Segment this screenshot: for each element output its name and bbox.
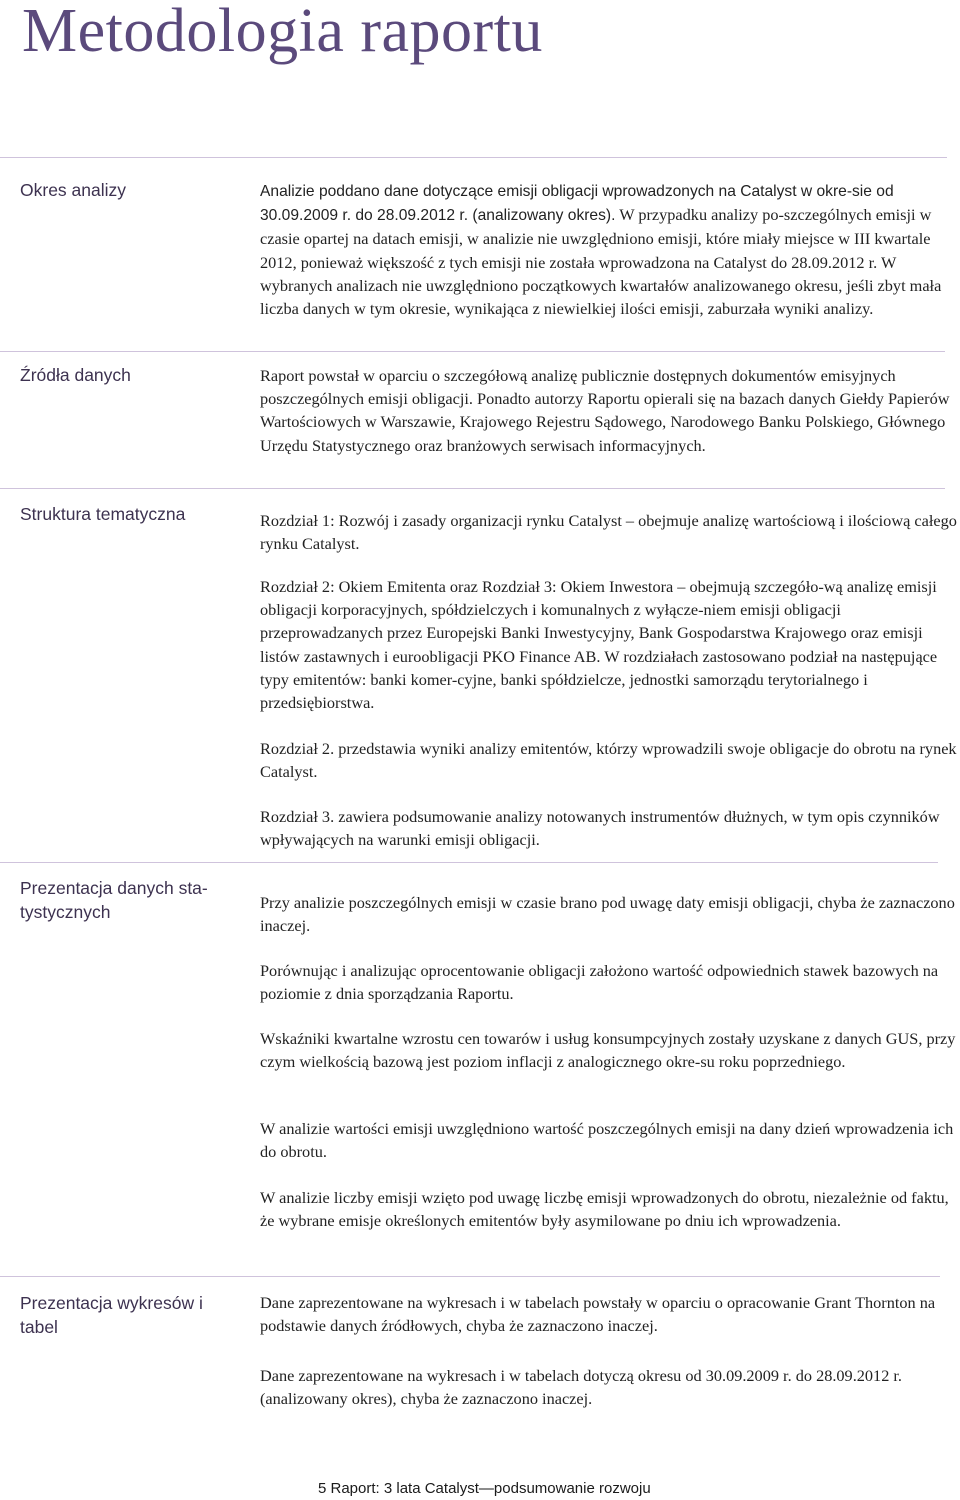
zrodla-paragraph: Raport powstał w oparciu o szczegółową analizę publicznie dostępnych dokumentów emisyjnych poszczególnych emisji obligacji. Ponadto autorzy Raportu opierali się na bazach danych Giełdy Papierów Wartościowych w Warszawie, Krajowego Rejestru Sądowego, Narodowego Banku Polskiego, Głównego Urzędu Statystycznego oraz branżowych serwisach informacyjnych. <box>260 366 950 455</box>
section-label-zrodla-danych: Źródła danych <box>20 365 131 385</box>
prezentacja-danych-paragraph-2: Porównując i analizując oprocentowanie obligacji założono wartość odpowiednich stawek bazowych na poziomie z dnia sporządzania Raportu. <box>260 961 939 1004</box>
divider <box>0 488 945 489</box>
prezentacja-danych-paragraph-5: W analizie liczby emisji wzięto pod uwagę liczbę emisji wprowadzonych do obrotu, niezależnie od faktu, że wybrane emisje określonych emitentów były asymilowane po dniu ich wprowadzenia. <box>260 1188 949 1231</box>
struktura-paragraph-4: Rozdział 3. zawiera podsumowanie analizy notowanych instrumentów dłużnych, w tym opis czynników wpływających na warunki emisji obligacji. <box>260 807 940 850</box>
section-label-prezentacja-wykresow: Prezentacja wykresów i tabel <box>20 1293 203 1337</box>
divider <box>0 157 947 158</box>
section-label-okres-analizy: Okres analizy <box>20 180 127 200</box>
prezentacja-wykresow-paragraph-1: Dane zaprezentowane na wykresach i w tabelach powstały w oparciu o opracowanie Grant Thornton na podstawie danych źródłowych, chyba że zaznaczono inaczej. <box>260 1293 936 1336</box>
divider <box>0 351 945 352</box>
struktura-paragraph-3: Rozdział 2. przedstawia wyniki analizy emitentów, którzy wprowadzili swoje obligacje do obrotu na rynek Catalyst. <box>260 739 957 782</box>
divider <box>0 1276 940 1277</box>
section-label-prezentacja-danych: Prezentacja danych sta-tystycznych <box>20 878 208 922</box>
divider <box>0 862 938 863</box>
prezentacja-wykresow-paragraph-2: Dane zaprezentowane na wykresach i w tabelach dotyczą okresu od 30.09.2009 r. do 28.09.2012 r. (analizowany okres), chyba że zaznaczono inaczej. <box>260 1366 902 1409</box>
okres-text-c: W wybranych analizach nie uwzględniono początkowych kwartałów analizowanego okresu, jeśli zbyt mała liczba danych w tym okresie, wynikająca z niewielkiej ilości emisji, zaburzała wyniki analizy. <box>260 252 942 319</box>
prezentacja-danych-paragraph-1: Przy analizie poszczególnych emisji w czasie brano pod uwagę daty emisji obligacji, chyba że zaznaczono inaczej. <box>260 893 955 936</box>
section-label-struktura-tematyczna: Struktura tematyczna <box>20 504 186 524</box>
okres-text-b: W przypadku analizy po-szczególnych emisji w czasie opartej na datach emisji, w analizie nie uwzględniono emisji, które miały miejsce w III kwartale 2012, ponieważ większość z tych emisji nie została wprowadzona na Catalyst do 28.09.2012 r. <box>260 205 932 272</box>
prezentacja-danych-paragraph-3: Wskaźniki kwartalne wzrostu cen towarów i usług konsumpcyjnych zostały uzyskane z danych GUS, przy czym wielkością bazową jest poziom inflacji z analogicznego okre-su roku poprzedniego. <box>260 1029 956 1072</box>
okres-text-a: Analizie poddano dane dotyczące emisji obligacji wprowadzonych na Catalyst w okre-sie od 30.09.2009 r. do 28.09.2012 r. (analizowany okres). <box>260 183 894 225</box>
page-footer: 5 Raport: 3 lata Catalyst—podsumowanie rozwoju <box>318 1480 651 1497</box>
prezentacja-danych-paragraph-4: W analizie wartości emisji uwzględniono wartość poszczególnych emisji na dany dzień wprowadzenia ich do obrotu. <box>260 1119 954 1162</box>
struktura-paragraph-1: Rozdział 1: Rozwój i zasady organizacji rynku Catalyst – obejmuje analizę wartościową i ilościową całego rynku Catalyst. <box>260 511 957 554</box>
struktura-paragraph-2: Rozdział 2: Okiem Emitenta oraz Rozdział 3: Okiem Inwestora – obejmują szczegóło-wą analizę emisji obligacji korporacyjnych, spółdzielczych i komunalnych z wyłącze-niem emisji obligacji przeprowadzanych przez Europejski Banki Inwestycyjny, Bank Gospodarstwa Krajowego oraz emisji listów zastawnych i euroobligacji PKO Finance AB. W rozdziałach zastosowano podział na następujące typy emitentów: banki komer-cyjne, banki spółdzielcze, jednostki samorządu terytorialnego i przedsiębiorstwa. <box>260 577 938 713</box>
okres-paragraph <box>260 179 960 320</box>
page-title: Metodologia raportu <box>22 0 543 65</box>
